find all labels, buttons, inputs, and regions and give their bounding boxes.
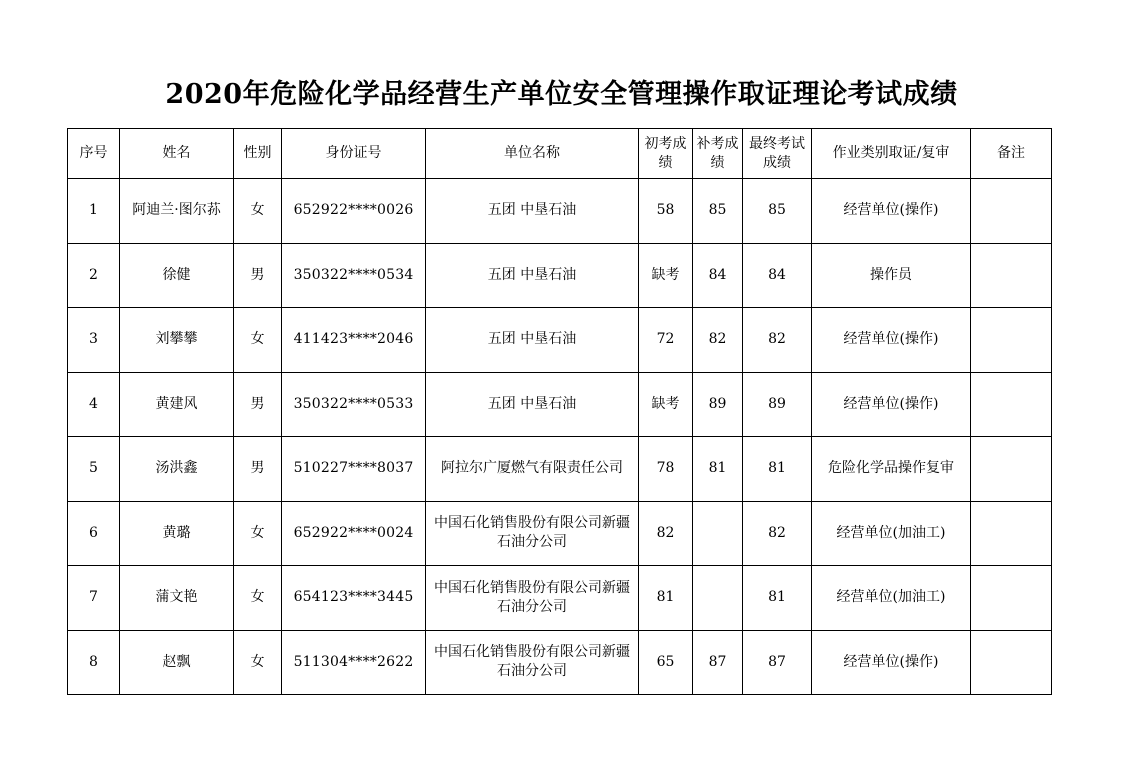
cell-gender: 女 <box>234 179 282 244</box>
cell-first-score: 65 <box>639 630 693 695</box>
page-title: 2020年危险化学品经营生产单位安全管理操作取证理论考试成绩 <box>165 79 958 110</box>
cell-final-score: 84 <box>743 243 812 308</box>
cell-seq: 6 <box>68 501 120 566</box>
table-row <box>68 501 1052 566</box>
cell-category: 经营单位(加油工) <box>812 501 971 566</box>
header-gender: 性别 <box>234 129 282 179</box>
cell-category: 经营单位(操作) <box>812 308 971 373</box>
cell-gender: 女 <box>234 501 282 566</box>
cell-id: 510227****8037 <box>282 437 426 502</box>
cell-remark <box>971 372 1052 437</box>
cell-final-score: 82 <box>743 501 812 566</box>
cell-remark <box>971 243 1052 308</box>
cell-final-score: 81 <box>743 566 812 631</box>
cell-id: 350322****0533 <box>282 372 426 437</box>
cell-id: 652922****0026 <box>282 179 426 244</box>
cell-seq: 3 <box>68 308 120 373</box>
cell-category: 操作员 <box>812 243 971 308</box>
cell-name: 黄建风 <box>120 372 234 437</box>
cell-unit: 中国石化销售股份有限公司新疆石油分公司 <box>426 566 639 631</box>
cell-id: 511304****2622 <box>282 630 426 695</box>
score-table <box>67 128 1052 695</box>
cell-remark <box>971 630 1052 695</box>
cell-gender: 女 <box>234 566 282 631</box>
table-row <box>68 630 1052 695</box>
cell-final-score: 82 <box>743 308 812 373</box>
cell-gender: 女 <box>234 308 282 373</box>
cell-first-score: 81 <box>639 566 693 631</box>
cell-unit: 中国石化销售股份有限公司新疆石油分公司 <box>426 630 639 695</box>
cell-name: 蒲文艳 <box>120 566 234 631</box>
cell-remark <box>971 179 1052 244</box>
header-final-score: 最终考试成绩 <box>743 129 812 179</box>
cell-name: 赵飘 <box>120 630 234 695</box>
cell-final-score: 87 <box>743 630 812 695</box>
cell-category: 经营单位(加油工) <box>812 566 971 631</box>
cell-first-score: 缺考 <box>639 243 693 308</box>
table-row <box>68 308 1052 373</box>
cell-name: 黄璐 <box>120 501 234 566</box>
cell-gender: 男 <box>234 437 282 502</box>
header-unit: 单位名称 <box>426 129 639 179</box>
cell-seq: 1 <box>68 179 120 244</box>
header-makeup-score: 补考成绩 <box>693 129 743 179</box>
cell-seq: 2 <box>68 243 120 308</box>
cell-first-score: 72 <box>639 308 693 373</box>
header-seq: 序号 <box>68 129 120 179</box>
cell-name: 刘攀攀 <box>120 308 234 373</box>
cell-remark <box>971 437 1052 502</box>
header-row <box>68 129 1052 179</box>
table-row <box>68 243 1052 308</box>
cell-unit: 五团 中垦石油 <box>426 308 639 373</box>
cell-unit: 阿拉尔广厦燃气有限责任公司 <box>426 437 639 502</box>
cell-id: 350322****0534 <box>282 243 426 308</box>
cell-category: 危险化学品操作复审 <box>812 437 971 502</box>
cell-remark <box>971 308 1052 373</box>
cell-unit: 五团 中垦石油 <box>426 179 639 244</box>
cell-makeup-score: 82 <box>693 308 743 373</box>
cell-first-score: 82 <box>639 501 693 566</box>
cell-id: 654123****3445 <box>282 566 426 631</box>
cell-gender: 男 <box>234 372 282 437</box>
cell-id: 652922****0024 <box>282 501 426 566</box>
cell-makeup-score: 81 <box>693 437 743 502</box>
cell-makeup-score: 87 <box>693 630 743 695</box>
cell-remark <box>971 501 1052 566</box>
cell-name: 阿迪兰·图尔荪 <box>120 179 234 244</box>
cell-makeup-score: 89 <box>693 372 743 437</box>
cell-makeup-score: 84 <box>693 243 743 308</box>
cell-seq: 4 <box>68 372 120 437</box>
cell-id: 411423****2046 <box>282 308 426 373</box>
cell-first-score: 58 <box>639 179 693 244</box>
cell-makeup-score <box>693 501 743 566</box>
cell-gender: 女 <box>234 630 282 695</box>
cell-name: 汤洪鑫 <box>120 437 234 502</box>
cell-final-score: 81 <box>743 437 812 502</box>
cell-first-score: 缺考 <box>639 372 693 437</box>
cell-category: 经营单位(操作) <box>812 630 971 695</box>
cell-unit: 中国石化销售股份有限公司新疆石油分公司 <box>426 501 639 566</box>
table-row <box>68 372 1052 437</box>
header-name: 姓名 <box>120 129 234 179</box>
header-first-score: 初考成绩 <box>639 129 693 179</box>
cell-seq: 7 <box>68 566 120 631</box>
cell-category: 经营单位(操作) <box>812 372 971 437</box>
cell-final-score: 89 <box>743 372 812 437</box>
table-row <box>68 179 1052 244</box>
cell-seq: 5 <box>68 437 120 502</box>
cell-first-score: 78 <box>639 437 693 502</box>
cell-makeup-score <box>693 566 743 631</box>
cell-makeup-score: 85 <box>693 179 743 244</box>
cell-unit: 五团 中垦石油 <box>426 372 639 437</box>
table-row <box>68 566 1052 631</box>
table-row <box>68 437 1052 502</box>
cell-category: 经营单位(操作) <box>812 179 971 244</box>
header-remark: 备注 <box>971 129 1052 179</box>
cell-seq: 8 <box>68 630 120 695</box>
header-id: 身份证号 <box>282 129 426 179</box>
header-category: 作业类别取证/复审 <box>812 129 971 179</box>
cell-remark <box>971 566 1052 631</box>
cell-unit: 五团 中垦石油 <box>426 243 639 308</box>
cell-final-score: 85 <box>743 179 812 244</box>
cell-gender: 男 <box>234 243 282 308</box>
cell-name: 徐健 <box>120 243 234 308</box>
